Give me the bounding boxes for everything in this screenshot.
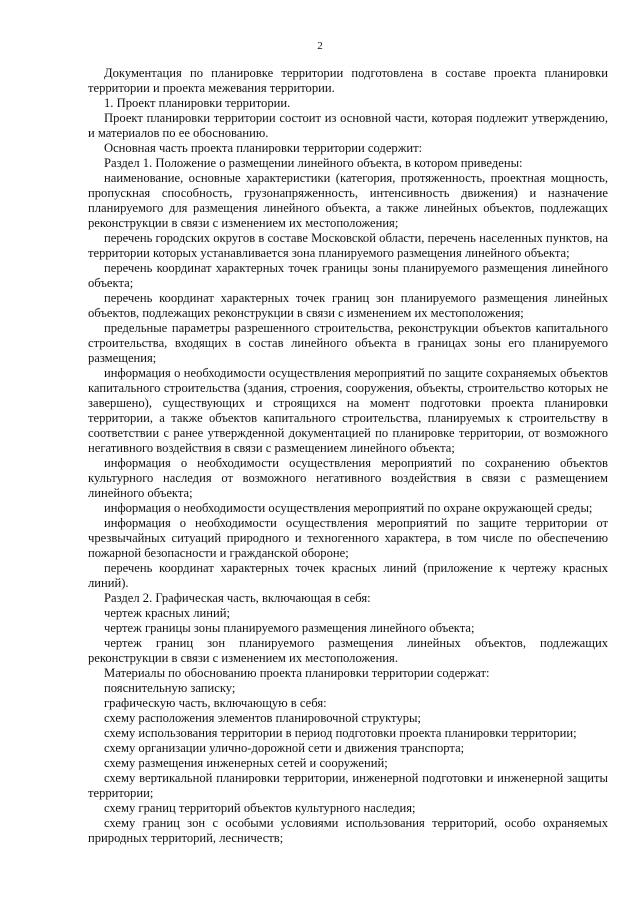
paragraph: схему вертикальной планировки территории, инженерной подготовки и инженерной защиты территории; [88, 771, 608, 800]
paragraph: Документация по планировке территории подготовлена в составе проекта планировки территории и проекта межевания территории. [88, 66, 608, 95]
paragraph: Основная часть проекта планировки территории содержит: [104, 141, 423, 155]
paragraph: схему границ территорий объектов культурного наследия; [104, 801, 416, 815]
paragraph: чертеж красных линий; [104, 606, 230, 620]
paragraph: информация о необходимости осуществления мероприятий по сохранению объектов культурного наследия от возможного негативного воздействия в связи с размещением линейного объекта; [88, 456, 608, 500]
paragraph: пояснительную записку; [104, 681, 236, 695]
paragraph: Материалы по обоснованию проекта планировки территории содержат: [104, 666, 490, 680]
paragraph: перечень координат характерных точек границ зон планируемого размещения линейных объектов, подлежащих реконструкции в связи с изменением их местоположения; [88, 291, 608, 320]
paragraph: наименование, основные характеристики (категория, протяженность, проектная мощность, пропускная способность, грузонапряженность, интенсивность движения) и назначение планируемого для размещения линейного объекта, а также линейных объектов, подлежащих реконструкции в связи с изменением их местоположения; [88, 171, 608, 230]
document-body [88, 66, 608, 846]
paragraph: 1. Проект планировки территории. [104, 96, 291, 110]
paragraph: чертеж границы зоны планируемого размещения линейного объекта; [104, 621, 475, 635]
paragraph: графическую часть, включающую в себя: [104, 696, 327, 710]
paragraph: схему организации улично-дорожной сети и движения транспорта; [104, 741, 465, 755]
paragraph: схему размещения инженерных сетей и сооружений; [104, 756, 388, 770]
paragraph: перечень координат характерных точек красных линий (приложение к чертежу красных линий). [88, 561, 608, 590]
paragraph: Раздел 1. Положение о размещении линейного объекта, в котором приведены: [104, 156, 523, 170]
paragraph: информация о необходимости осуществления мероприятий по защите сохраняемых объектов капитального строительства (здания, строения, сооружения, объекты, строительство которых не завершено), существующих и строящихся на момент подготовки проекта планировки территории, а также объектов капитального строительства, планируемых к строительству в соответствии с ранее утвержденной документацией по планировке территории, от возможного негативного воздействия в связи с размещением линейного объекта; [88, 366, 608, 455]
paragraph: схему расположения элементов планировочной структуры; [104, 711, 421, 725]
page-number: 2 [317, 40, 323, 52]
paragraph: перечень городских округов в составе Московской области, перечень населенных пунктов, на территории которых устанавливается зона планируемого размещения линейного объекта; [88, 231, 608, 260]
paragraph: схему границ зон с особыми условиями использования территорий, особо охраняемых природных территорий, лесничеств; [88, 816, 608, 845]
paragraph: информация о необходимости осуществления мероприятий по охране окружающей среды; [104, 501, 593, 515]
paragraph: схему использования территории в период подготовки проекта планировки территории; [104, 726, 577, 740]
paragraph: информация о необходимости осуществления мероприятий по защите территории от чрезвычайных ситуаций природного и техногенного характера, в том числе по обеспечению пожарной безопасности и гражданской обороне; [88, 516, 608, 560]
paragraph: перечень координат характерных точек границы зоны планируемого размещения линейного объекта; [88, 261, 608, 290]
paragraph: Проект планировки территории состоит из основной части, которая подлежит утверждению, и материалов по ее обоснованию. [88, 111, 608, 140]
paragraph: предельные параметры разрешенного строительства, реконструкции объектов капитального строительства, входящих в состав линейного объекта в границах зоны его планируемого размещения; [88, 321, 608, 365]
paragraph: чертеж границ зон планируемого размещения линейных объектов, подлежащих реконструкции в связи с изменением их местоположения. [88, 636, 608, 665]
paragraph: Раздел 2. Графическая часть, включающая в себя: [104, 591, 371, 605]
